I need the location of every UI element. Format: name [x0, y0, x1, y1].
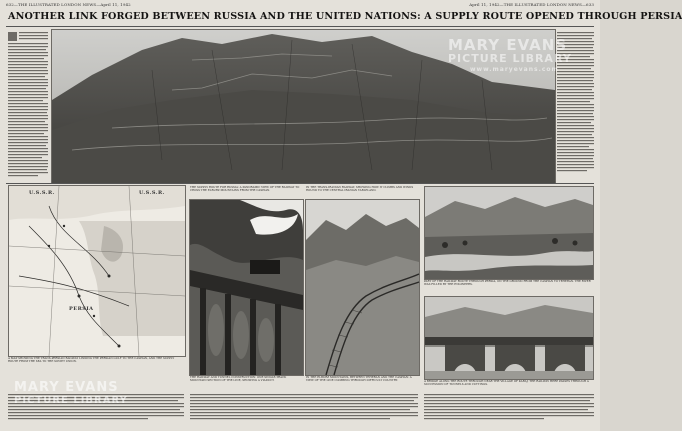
text-lines: [8, 32, 48, 176]
running-head-right: April 11, 1942—THE ILLUSTRATED LONDON NEWS—633: [469, 2, 594, 7]
subcaption-viaduct: THE SUPPLY ROUTE FOR RUSSIA: A PANORAMIC VIEW OF THE RAILWAY TO CROSS THE ELBURZ MOUNTAINS FROM THE CASPIAN.: [190, 185, 300, 193]
article-column-left-lines: [8, 30, 48, 180]
bridge-illustration: [425, 297, 593, 379]
caption-river-valley: PART OF THE RAILWAY ROUTE THROUGH PERSIA, ON THE GROUND FROM THE CASPIAN TO TEHERAN. THE RIVER WAS FILLED BY THE ENGINEERS.: [424, 279, 591, 287]
photo-mountain-line: [305, 199, 420, 376]
map-label-persia: PERSIA: [69, 306, 94, 312]
mountain-line-illustration: [306, 200, 419, 375]
photo-bridge: [424, 296, 594, 380]
river-valley-illustration: [425, 187, 593, 279]
running-head-left: 632—THE ILLUSTRATED LONDON NEWS—April 11, 1942: [6, 2, 131, 7]
caption-mountain-line: IN THE ELBURZ MOUNTAINS, BETWEEN TEHERAN AND THE CASPIAN: A VIEW OF THE LINE CLIMBING THROUGH DIFFICULT COUNTRY.: [306, 375, 412, 383]
caption-bridge: A BRIDGE ALONG THE ROUTE THROUGH NEAR THE VILLAGE OF KARAJ: THE RAILWAY HERE PASSES THROUGH A SUCCESSION OF TUNNELS AND CUTTINGS.: [424, 379, 589, 387]
watermark-top-url: www.maryevans.com: [470, 66, 559, 73]
headline-rule: [6, 26, 594, 27]
route-map-drawing: [9, 186, 185, 356]
map-label-ussr-right: U.S.S.R.: [139, 190, 165, 196]
article-column-left: [8, 30, 48, 180]
watermark-bottom-line1: MARY EVANS: [14, 380, 119, 395]
viaduct-illustration: [190, 200, 303, 375]
photo-river-valley: [424, 186, 594, 280]
caption-map: A MAP SHOWING THE TRANS-PERSIAN RAILWAY LINKING THE PERSIAN GULF TO THE CASPIAN, AND THE SUPPLY ROUTE FROM THE SEA TO THE SOVIET UNION.: [8, 356, 175, 364]
watermark-top-line2: PICTURE LIBRARY: [448, 52, 572, 65]
route-map: [8, 185, 186, 357]
watermark-top-line1: MARY EVANS: [448, 36, 568, 54]
map-label-ussr-left: U.S.S.R.: [29, 190, 55, 196]
photo-viaduct: [189, 199, 304, 376]
watermark-bottom-line2: PICTURE LIBRARY: [14, 395, 128, 406]
section-rule: [6, 183, 594, 184]
subcaption-mountain: IN THE TRANS-IRANIAN RAILWAY, SHOWING HOW IT CLIMBS AND WINDS ROUND TO THE CENTRAL IRANIAN TABLELAND.: [306, 185, 414, 193]
caption-viaduct: THE RAILWAY AND TUNNEL CONSTRUCTION: ONE SINGLE-TRACK MOUNTAIN SECTION OF THE LINE, SHOWING A VIADUCT.: [190, 375, 287, 383]
page-headline: ANOTHER LINK FORGED BETWEEN RUSSIA AND THE UNITED NATIONS: A SUPPLY ROUTE OPENED THROUGH PERSIA: [8, 11, 682, 22]
